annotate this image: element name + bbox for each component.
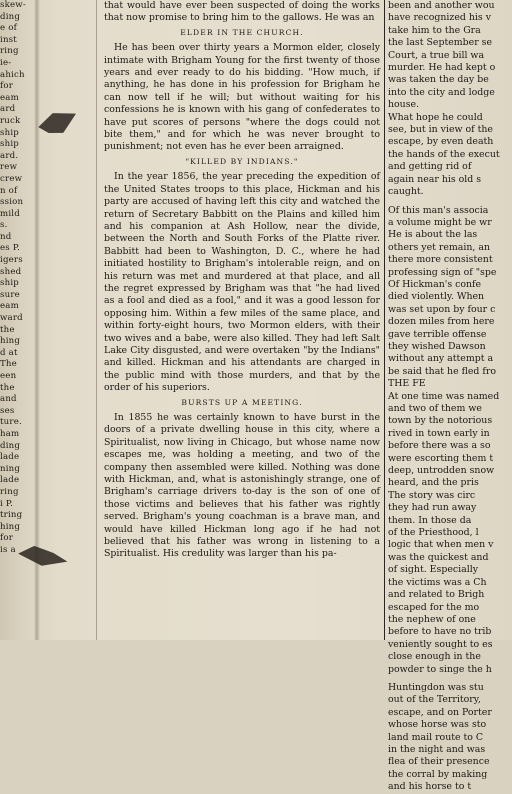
right-fragment-line: have recognized his v [388,12,492,24]
right-fragment-line: He is about the las [388,229,478,241]
right-fragment-line: Of Hickman's confe [388,278,482,290]
left-fragment-line: eam [0,301,19,312]
left-fragment-line: eam [0,92,19,103]
left-fragment-line: ahich [0,69,25,80]
left-fragment-line: skew- [0,0,26,10]
right-fragment-line: was the quickest and [388,551,489,563]
right-fragment-line: into the city and lodge [388,86,495,98]
right-fragment-line: house. [388,99,420,111]
left-fragment-line: the [0,382,15,393]
left-fragment-line: e of [0,23,17,34]
right-fragment-line: gave terrible offense [388,328,487,340]
subhead-elder: ELDER IN THE CHURCH. [180,27,304,37]
left-fragment-line: ning [0,463,21,474]
right-fragment-line: escape, by even death [388,136,494,148]
right-fragment-line: was set upon by four c [388,303,496,315]
left-fragment-line: ses [0,405,15,416]
right-fragment-line: before there was a so [388,440,491,452]
right-fragment-line: heard, and the pris [388,477,479,489]
right-fragment-line: murder. He had kept o [388,62,496,74]
left-fragment-line: ding [0,440,21,451]
paragraph-elder: He has been over thirty years a Mormon elder, closely intimate with Brigham Young for the first twenty of those years and ever ready to do his bidding. "How much, if anything, he has done in his profession for Brigham he can now tell if he will; but without waiting for his confessions he is known with his gang of confederates to have put scores of persons "where the dogs could not bite them," and for which he was never brought to punishment; not even has he ever been arraigned. [104,42,380,153]
left-fragment-line: hing [0,521,21,532]
right-fragment-line: the last September se [388,37,493,49]
left-fragment-line: is a [0,544,16,555]
right-fragment-line: and getting rid of [388,161,472,173]
left-fragment-line: rew [0,162,18,173]
left-fragment-line: d at [0,347,18,358]
left-fragment-line: lade [0,452,20,463]
left-fragment-line: inst [0,34,17,45]
column-fold-crease [34,0,40,640]
paper-tear-top [36,106,81,139]
right-fragment-line: died violently. When [388,291,485,303]
right-fragment-line: and related to Brigh [388,589,485,601]
right-fragment-line: professing sign of "spe [388,266,497,278]
left-fragment-line: es P. [0,243,20,254]
left-fragment-line: ring [0,486,19,497]
right-fragment-line: before to have no trib [388,626,492,638]
right-fragment-line: was taken the day be [388,74,489,86]
left-fragment-line: ard. [0,150,19,161]
subhead-killed-by-indians: "KILLED BY INDIANS." [185,156,299,166]
right-fragment-line: the corral by making [388,768,488,780]
left-fragment-line: and [0,394,17,405]
right-fragment-line: in the night and was [388,743,486,755]
right-fragment-line: the nephew of one [388,613,476,625]
right-fragment-line: escaped for the mo [388,601,480,613]
left-fragment-line: ssion [0,197,24,208]
right-fragment-line: been and another wou [388,0,495,11]
right-fragment-line: see, but in view of the [388,124,493,136]
paragraph-babbitt: In the year 1856, the year preceding the expedition of the United States troops to this place, Hickman and his party are accused of having left this city and watched the return of Secretary Babbitt on the Plains and killed him and his companion at Ash Hollow, near the divide, between the North and South Forks of the Platte river. Babbitt had been to Washington, D. C., where he had initiated hostility to Brigham's intolerable reign, and on his return was met and murdered at that place, and all the regret expressed by Brigham was that "he had lived as a fool and died as a fool," and it was a good lesson for opposing him. Within a few miles of the same place, and within forty-eight hours, two Mormon elders, with their two wives and a babe, were also killed. They had left Salt Lake City disgusted, and were overtaken "by the Indians" and killed. Hickman and his attendants are charged in the public mind with those murders, and that by the order of his superiors. [104,171,380,394]
top-partial-text: that would have ever been suspected of doing the works that now promise to bring him to the gallows. He was an [104,0,380,24]
right-fragment-line: were escorting them t [388,452,494,464]
left-fragment-line: ring [0,46,19,57]
left-column-fragment [0,0,32,640]
left-fragment-line: hing [0,336,21,347]
right-fragment-line: What hope he could [388,111,483,123]
right-fragment-line: and two of them we [388,403,482,414]
right-fragment-line: without any attempt a [388,353,494,365]
right-fragment-line: there more consistent [388,254,493,266]
left-fragment-line: for [0,81,14,92]
right-fragment-line: land mail route to C [388,731,484,743]
right-fragment-line: Of this man's associa [388,204,489,216]
right-fragment-line: of sight. Especially [388,564,479,576]
left-fragment-line: ham [0,428,20,439]
left-fragment-line: sure [0,289,20,300]
left-fragment-line: ship [0,127,19,138]
right-fragment-line: again near his old s [388,173,482,185]
right-fragment-line: they had run away [388,502,477,514]
left-fragment-line: the [0,324,15,335]
subhead-bursts-meeting: BURSTS UP A MEETING. [181,397,303,407]
right-fragment-line: Huntingdon was stu [388,681,484,693]
right-fragment-line: be said that he fled fro [388,365,496,377]
right-fragment-line: caught. [388,186,424,198]
left-fragment-line: The [0,359,17,370]
left-fragment-line: mild [0,208,20,219]
right-fragment-line: they wished Dawson [388,340,486,352]
left-fragment-line: ie- [0,57,12,68]
right-fragment-line: them. In those da [388,514,472,526]
left-fragment-line: lade [0,475,20,486]
paragraph-spiritualist: In 1855 he was certainly known to have burst in the doors of a private dwelling house in this city, where a Spiritualist, now living in Chicago, but whose name now escapes me, was holding a meeting, and two of the company then assembled were killed. Nothing was done with Hickman, and, what is astonishingly strange, one of Brigham's carriage drivers to-day is the son of one of those victims and believes that his father was rightly served. Brigham's young coachman is a brave man, and would have killed Hickman long ago if he had not believed that his father was wrong in listening to a Spiritualist. His credulity was larger than his pa- [104,412,380,560]
right-fragment-line: logic that when men v [388,539,494,551]
left-fragment-line: ruck [0,115,21,126]
left-fragment-line: shed [0,266,22,277]
column-rule-right [384,0,385,640]
left-fragment-line: ship [0,278,19,289]
left-fragment-line: ward [0,313,23,324]
right-fragment-line: rived in town early in [388,427,490,439]
left-fragment-line: nd [0,231,12,242]
right-fragment-line: flea of their presence [388,756,490,768]
column-rule-left [96,0,97,640]
right-fragment-line: whose horse was sto [388,719,487,731]
left-fragment-line: i P. [0,498,14,509]
right-fragment-line: take him to the Gra [388,24,481,36]
left-fragment-line: igers [0,255,23,266]
left-fragment-line: ard [0,104,16,115]
right-fragment-line: others yet remain, an [388,241,490,253]
right-fragment-line: deep, untrodden snow [388,465,495,477]
left-fragment-line: n of [0,185,18,196]
right-fragment-line: veniently sought to es [388,638,493,650]
right-fragment-line: THE FE [388,378,426,390]
right-column-fragment [388,0,512,793]
left-fragment-line: crew [0,173,23,184]
right-fragment-line: the victims was a Ch [388,576,487,588]
left-fragment-line: ding [0,11,21,22]
left-fragment-line: een [0,371,17,381]
left-fragment-line: ship [0,139,19,150]
right-fragment-line: out of the Territory, [388,694,481,706]
right-fragment-line: dozen miles from here [388,316,495,328]
right-fragment-line: a volume might be wr [388,216,492,228]
right-fragment-line: Court, a true bill wa [388,49,485,61]
left-fragment-line: tring [0,510,23,521]
left-fragment-line: s. [0,220,8,231]
right-fragment-line: of the Priesthood, l [388,527,479,539]
right-fragment-line: close enough in the [388,651,481,663]
left-fragment-line: for [0,533,14,544]
right-fragment-line: The story was circ [388,489,476,501]
left-fragment-line: ture. [0,417,22,428]
right-fragment-line: At one time was named [388,390,500,402]
right-fragment-line: town by the notorious [388,415,493,427]
main-article-column [104,0,380,640]
right-fragment-line: and his horse to t [388,781,472,793]
right-fragment-line: the hands of the execut [388,148,500,160]
right-fragment-line: escape, and on Porter [388,706,492,718]
right-fragment-line: powder to singe the h [388,663,492,675]
